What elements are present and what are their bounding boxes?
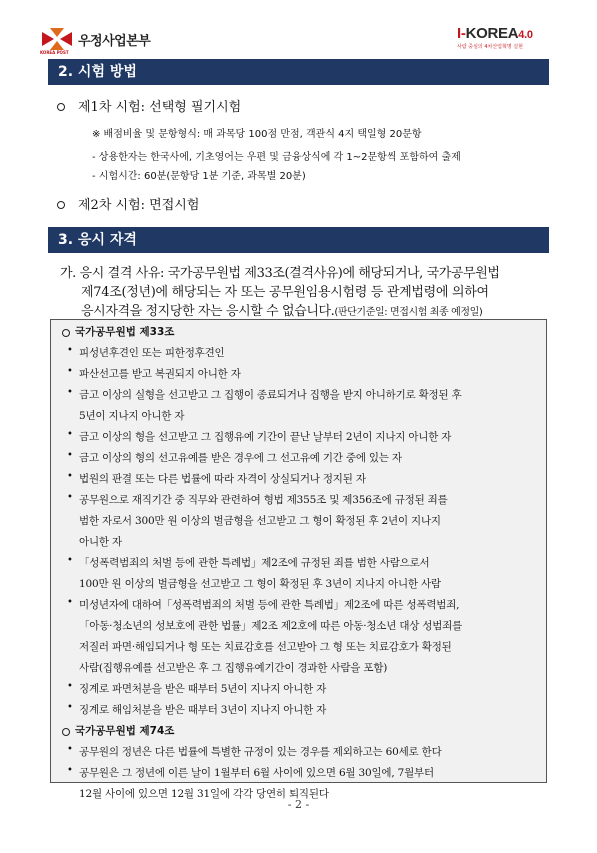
eligibility-para-line-2: 제74조(정년)에 해당되는 자 또는 공무원임용시험령 등 관계법령에 의하여	[81, 285, 489, 300]
bullet-icon: •	[67, 450, 73, 461]
circle-bullet-icon	[57, 103, 65, 111]
brand-tagline: 사람 중심의 4차산업혁명 실현	[457, 44, 523, 50]
org-sub: KOREA POST	[40, 50, 69, 55]
bullet-icon: •	[67, 471, 73, 482]
law-33-line: 사람(집행유예를 선고받은 후 그 집행유예기간이 경과한 사람을 포함)	[79, 662, 388, 674]
org-name: 우정사업본부	[78, 33, 151, 49]
exam-note-main: ※ 배점비율 및 문항형식: 매 과목당 100점 만점, 객관식 4지 택일형 20문항	[92, 129, 422, 140]
eligibility-para-line-1: 가. 응시 결격 사유: 국가공무원법 제33조(결격사유)에 해당되거나, 국가공무원법	[60, 266, 500, 281]
law-33-line: 범한 자로서 300만 원 이상의 벌금형을 선고받고 그 형이 확정된 후 2년이 지나지	[79, 515, 441, 527]
law-74-line: 공무원의 정년은 다른 법률에 특별한 규정이 있는 경우를 제외하고는 60세로 한다	[79, 746, 442, 758]
circle-bullet-icon	[62, 329, 70, 337]
bullet-icon: •	[67, 387, 73, 398]
section-2-title: 2. 시험 방법	[48, 59, 549, 85]
exam-item-2: 제2차 시험: 면접시험	[78, 198, 200, 213]
exam-item-1: 제1차 시험: 선택형 필기시험	[78, 100, 242, 115]
law-33-line: 징계로 파면처분을 받은 때부터 5년이 지나지 아니한 자	[79, 683, 327, 695]
bullet-icon: •	[67, 597, 73, 608]
eligibility-para-line-3	[81, 300, 482, 319]
law-33-line: 5년이 지나지 아니한 자	[79, 410, 185, 422]
bullet-icon: •	[67, 492, 73, 503]
exam-note-sub-1: - 상용한자는 한국사에, 기초영어는 우편 및 금융상식에 각 1~2문항씩 포함하여 출제	[92, 152, 461, 163]
bullet-icon: •	[67, 744, 73, 755]
law-33-line: 파산선고를 받고 복권되지 아니한 자	[79, 368, 241, 380]
brand-i: I-	[457, 25, 466, 42]
law-33-line: 금고 이상의 실형을 선고받고 그 집행이 종료되거나 집행을 받지 아니하기로 확정된 후	[79, 389, 462, 401]
law-33-line: 「아동·청소년의 성보호에 관한 법률」제2조 제2호에 따른 아동·청소년 대상 성범죄를	[79, 620, 463, 632]
law-33-line: 「성폭력범죄의 처벌 등에 관한 특례법」제2조에 규정된 죄를 범한 사람으로서	[79, 557, 430, 569]
brand-version: 4.0	[518, 29, 533, 41]
legal-reference-box	[50, 319, 547, 800]
brand-logo	[457, 25, 567, 50]
law-74-line: 공무원은 그 정년에 이른 날이 1월부터 6월 사이에 있으면 6월 30일에, 7월부터	[79, 767, 434, 779]
bullet-icon: •	[67, 429, 73, 440]
bullet-icon: •	[67, 702, 73, 713]
page-header	[0, 0, 597, 58]
section-3-title: 3. 응시 자격	[48, 227, 549, 253]
page-number: - 2 -	[287, 798, 310, 811]
law-33-line: 징계로 해임처분을 받은 때부터 3년이 지나지 아니한 자	[79, 704, 327, 716]
bullet-icon: •	[67, 555, 73, 566]
brand-korea: KOREA	[465, 25, 519, 42]
law-33-line: 피성년후견인 또는 피한정후견인	[79, 347, 225, 359]
law-33-line: 공무원으로 재직기간 중 직무와 관련하여 형법 제355조 및 제356조에 규정된 죄를	[79, 494, 448, 506]
law-33-line: 저질러 파면·해임되거나 형 또는 치료감호를 선고받아 그 형 또는 치료감호가 확정된	[79, 641, 452, 653]
eligibility-para-note: (판단기준일: 면접시험 최종 예정일)	[334, 307, 483, 318]
law-33-line: 법원의 판결 또는 다른 법률에 따라 자격이 상실되거나 정지된 자	[79, 473, 366, 485]
bullet-icon: •	[67, 366, 73, 377]
law-33-line: 금고 이상의 형을 선고받고 그 집행유예 기간이 끝난 날부터 2년이 지나지 아니한 자	[79, 431, 452, 443]
org-logo	[40, 26, 150, 52]
circle-bullet-icon	[57, 201, 65, 209]
exam-note-sub-2: - 시험시간: 60분(문항당 1분 기준, 과목별 20분)	[92, 171, 306, 182]
law-33-line: 100만 원 이상의 벌금형을 선고받고 그 형이 확정된 후 3년이 지나지 아니한 사람	[79, 578, 441, 590]
law-33-label: 국가공무원법 제33조	[75, 326, 175, 338]
law-74-label: 국가공무원법 제74조	[75, 725, 175, 737]
circle-bullet-icon	[62, 728, 70, 736]
eligibility-para-text: 응시자격을 정지당한 자는 응시할 수 없습니다.	[81, 304, 335, 319]
bullet-icon: •	[67, 765, 73, 776]
bullet-icon: •	[67, 345, 73, 356]
law-33-line: 아니한 자	[79, 536, 122, 548]
law-33-line: 미성년자에 대하여「성폭력범죄의 처벌 등에 관한 특례법」제2조에 따른 성폭력범죄,	[79, 599, 460, 611]
law-33-line: 금고 이상의 형의 선고유예를 받은 경우에 그 선고유예 기간 중에 있는 자	[79, 452, 402, 464]
law-74-line: 12월 사이에 있으면 12월 31일에 각각 당연히 퇴직된다	[79, 788, 329, 800]
korea-post-logo-icon	[40, 26, 74, 52]
bullet-icon: •	[67, 681, 73, 692]
